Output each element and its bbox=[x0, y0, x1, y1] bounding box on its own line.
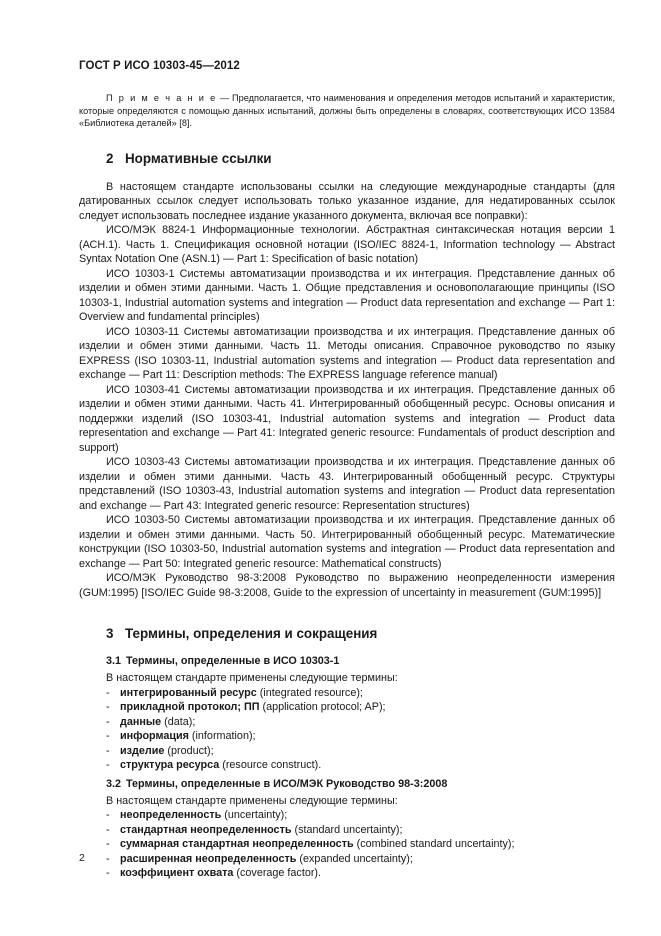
paragraph: В настоящем стандарте использованы ссылки на следующие международные стандарты (для датированных ссылок следует использовать только указанное издание, для недатированных ссылок следует использовать последнее издание указанного документа, включая все поправки): bbox=[79, 180, 615, 222]
bullet-dash: - bbox=[106, 867, 110, 879]
term-list-3-2 bbox=[79, 808, 615, 881]
bullet-dash: - bbox=[106, 701, 110, 713]
bullet-dash: - bbox=[106, 838, 110, 850]
bullet-dash: - bbox=[106, 823, 110, 836]
section-title: Нормативные ссылки bbox=[125, 150, 272, 166]
list-item bbox=[106, 852, 615, 867]
bullet-dash: - bbox=[106, 730, 110, 742]
term-english: (combined standard uncertainty); bbox=[353, 838, 515, 850]
term-english: (coverage factor). bbox=[233, 867, 322, 879]
term-list-3-1 bbox=[79, 686, 615, 773]
list-item bbox=[106, 823, 615, 838]
document-header: ГОСТ Р ИСО 10303-45—2012 bbox=[79, 60, 240, 72]
term: коэффициент охвата bbox=[120, 867, 234, 879]
term: суммарная стандартная неопределенность bbox=[120, 838, 354, 850]
term: интегрированный ресурс bbox=[120, 686, 257, 699]
term-english: (integrated resource); bbox=[256, 686, 363, 699]
subsection-intro: В настоящем стандарте применены следующие термины: bbox=[106, 794, 398, 807]
section-number: 2 bbox=[106, 150, 114, 166]
term: изделие bbox=[120, 744, 165, 757]
section-number: 3 bbox=[106, 626, 114, 641]
term: стандартная неопределенность bbox=[120, 823, 292, 836]
bullet-dash: - bbox=[106, 686, 110, 699]
term-english: (information); bbox=[188, 730, 256, 742]
term-english: (uncertainty); bbox=[221, 809, 288, 821]
term: прикладной протокол; ПП bbox=[120, 701, 260, 713]
subsection-3-1-heading bbox=[79, 655, 615, 667]
term-english: (data); bbox=[161, 715, 196, 728]
list-item bbox=[106, 686, 615, 701]
subsection-intro: В настоящем стандарте применены следующие термины: bbox=[106, 672, 398, 684]
bullet-dash: - bbox=[106, 852, 110, 865]
term-english: (application protocol; AP); bbox=[259, 701, 386, 713]
paragraph: ИСО 10303-1 Системы автоматизации производства и их интеграция. Представление данных об изделии и обмен этими данными. Часть 1. Общие представления и основополагающие принципы (ISO 10303-1, Industrial automation systems and integration — Product data representation and exchange — Part 1: Overview and fundamental principles) bbox=[79, 267, 615, 323]
bullet-dash: - bbox=[106, 759, 110, 771]
bullet-dash: - bbox=[106, 744, 110, 757]
list-item bbox=[106, 715, 615, 730]
list-item bbox=[106, 729, 615, 744]
subsection-title: Термины, определенные в ИСО 10303-1 bbox=[126, 655, 340, 667]
term: неопределенность bbox=[120, 809, 222, 821]
list-item bbox=[106, 700, 615, 715]
note-text: — Предполагается, что наименования и определения методов испытаний и характеристик, которые определяются с помощью данных испытаний, должны быть определены в словарях, соответствующих ИСО 13584 «Библиотека деталей» [8]. bbox=[79, 93, 615, 128]
term-english: (standard uncertainty); bbox=[291, 823, 403, 836]
page-number: 2 bbox=[79, 852, 85, 864]
term-english: (resource construct). bbox=[219, 759, 322, 771]
list-item bbox=[106, 744, 615, 759]
term-english: (product); bbox=[164, 744, 214, 757]
section-2-body bbox=[79, 180, 615, 601]
list-item bbox=[106, 808, 615, 823]
term: информация bbox=[120, 730, 189, 742]
term: расширенная неопределенность bbox=[120, 852, 297, 865]
subsection-3-2-heading bbox=[79, 778, 615, 790]
term: структура ресурса bbox=[120, 759, 220, 771]
paragraph: ИСО 10303-50 Системы автоматизации производства и их интеграция. Представление данных об изделии и обмен этими данными. Часть 50. Интегрированный обобщенный ресурс. Математические конструкции (ISO 10303-50, Industrial automation systems and integration — Product data representation and exchange — Part 50: Integrated generic resource: Mathematical constructs) bbox=[79, 514, 615, 570]
note-label: П р и м е ч а н и е bbox=[106, 93, 217, 103]
note bbox=[79, 92, 615, 130]
subsection-number: 3.2 bbox=[106, 777, 122, 790]
document-page bbox=[79, 60, 615, 886]
paragraph: ИСО 10303-11 Системы автоматизации производства и их интеграция. Представление данных об изделии и обмен этими данными. Часть 11. Методы описания. Справочное руководство по языку EXPRESS (ISO 10303-11, Industrial automation systems and integration — Product data representation and exchange — Part 11: Description methods: The EXPRESS language reference manual) bbox=[79, 325, 615, 381]
bullet-dash: - bbox=[106, 715, 110, 728]
list-item bbox=[106, 866, 615, 881]
term-english: (expanded uncertainty); bbox=[296, 852, 413, 865]
section-title: Термины, определения и сокращения bbox=[125, 626, 378, 641]
paragraph: ИСО 10303-41 Системы автоматизации производства и их интеграция. Представление данных об изделии и обмен этими данными. Часть 41. Интегрированный обобщенный ресурс. Основы описания и поддержки изделий (ISO 10303-41, Industrial automation systems and integration — Product data representation and exchange — Part 41: Integrated generic resource: Fundamentals of product description and support) bbox=[79, 383, 615, 454]
bullet-dash: - bbox=[106, 809, 110, 821]
paragraph: ИСО 10303-43 Системы автоматизации производства и их интеграция. Представление данных об изделии и обмен этими данными. Часть 43. Интегрированный обобщенный ресурс. Структуры представлений (ISO 10303-43, Industrial automation systems and integration — Product data representation and exchange — Part 43: Integrated generic resource: Representation structures) bbox=[79, 456, 615, 512]
list-item bbox=[106, 758, 615, 773]
list-item bbox=[106, 837, 615, 852]
section-2-heading bbox=[79, 151, 615, 166]
subsection-title: Термины, определенные в ИСО/МЭК Руководство 98-3:2008 bbox=[126, 777, 448, 790]
term: данные bbox=[120, 715, 162, 728]
paragraph: ИСО/МЭК 8824-1 Информационные технологии. Абстрактная синтаксическая нотация версии 1 (АСН.1). Часть 1. Спецификация основной нотации (ISO/IEC 8824-1, Information technology — Abstract Syntax Notation One (ASN.1) — Part 1: Specification of basic notation) bbox=[79, 224, 615, 265]
paragraph: ИСО/МЭК Руководство 98-3:2008 Руководство по выражению неопределенности измерения (GUM:1995) [ISO/IEC Guide 98-3:2008, Guide to the expression of uncertainty in measurement (GUM:1995)] bbox=[79, 572, 615, 599]
section-3-heading bbox=[79, 626, 615, 641]
subsection-number: 3.1 bbox=[106, 655, 122, 667]
